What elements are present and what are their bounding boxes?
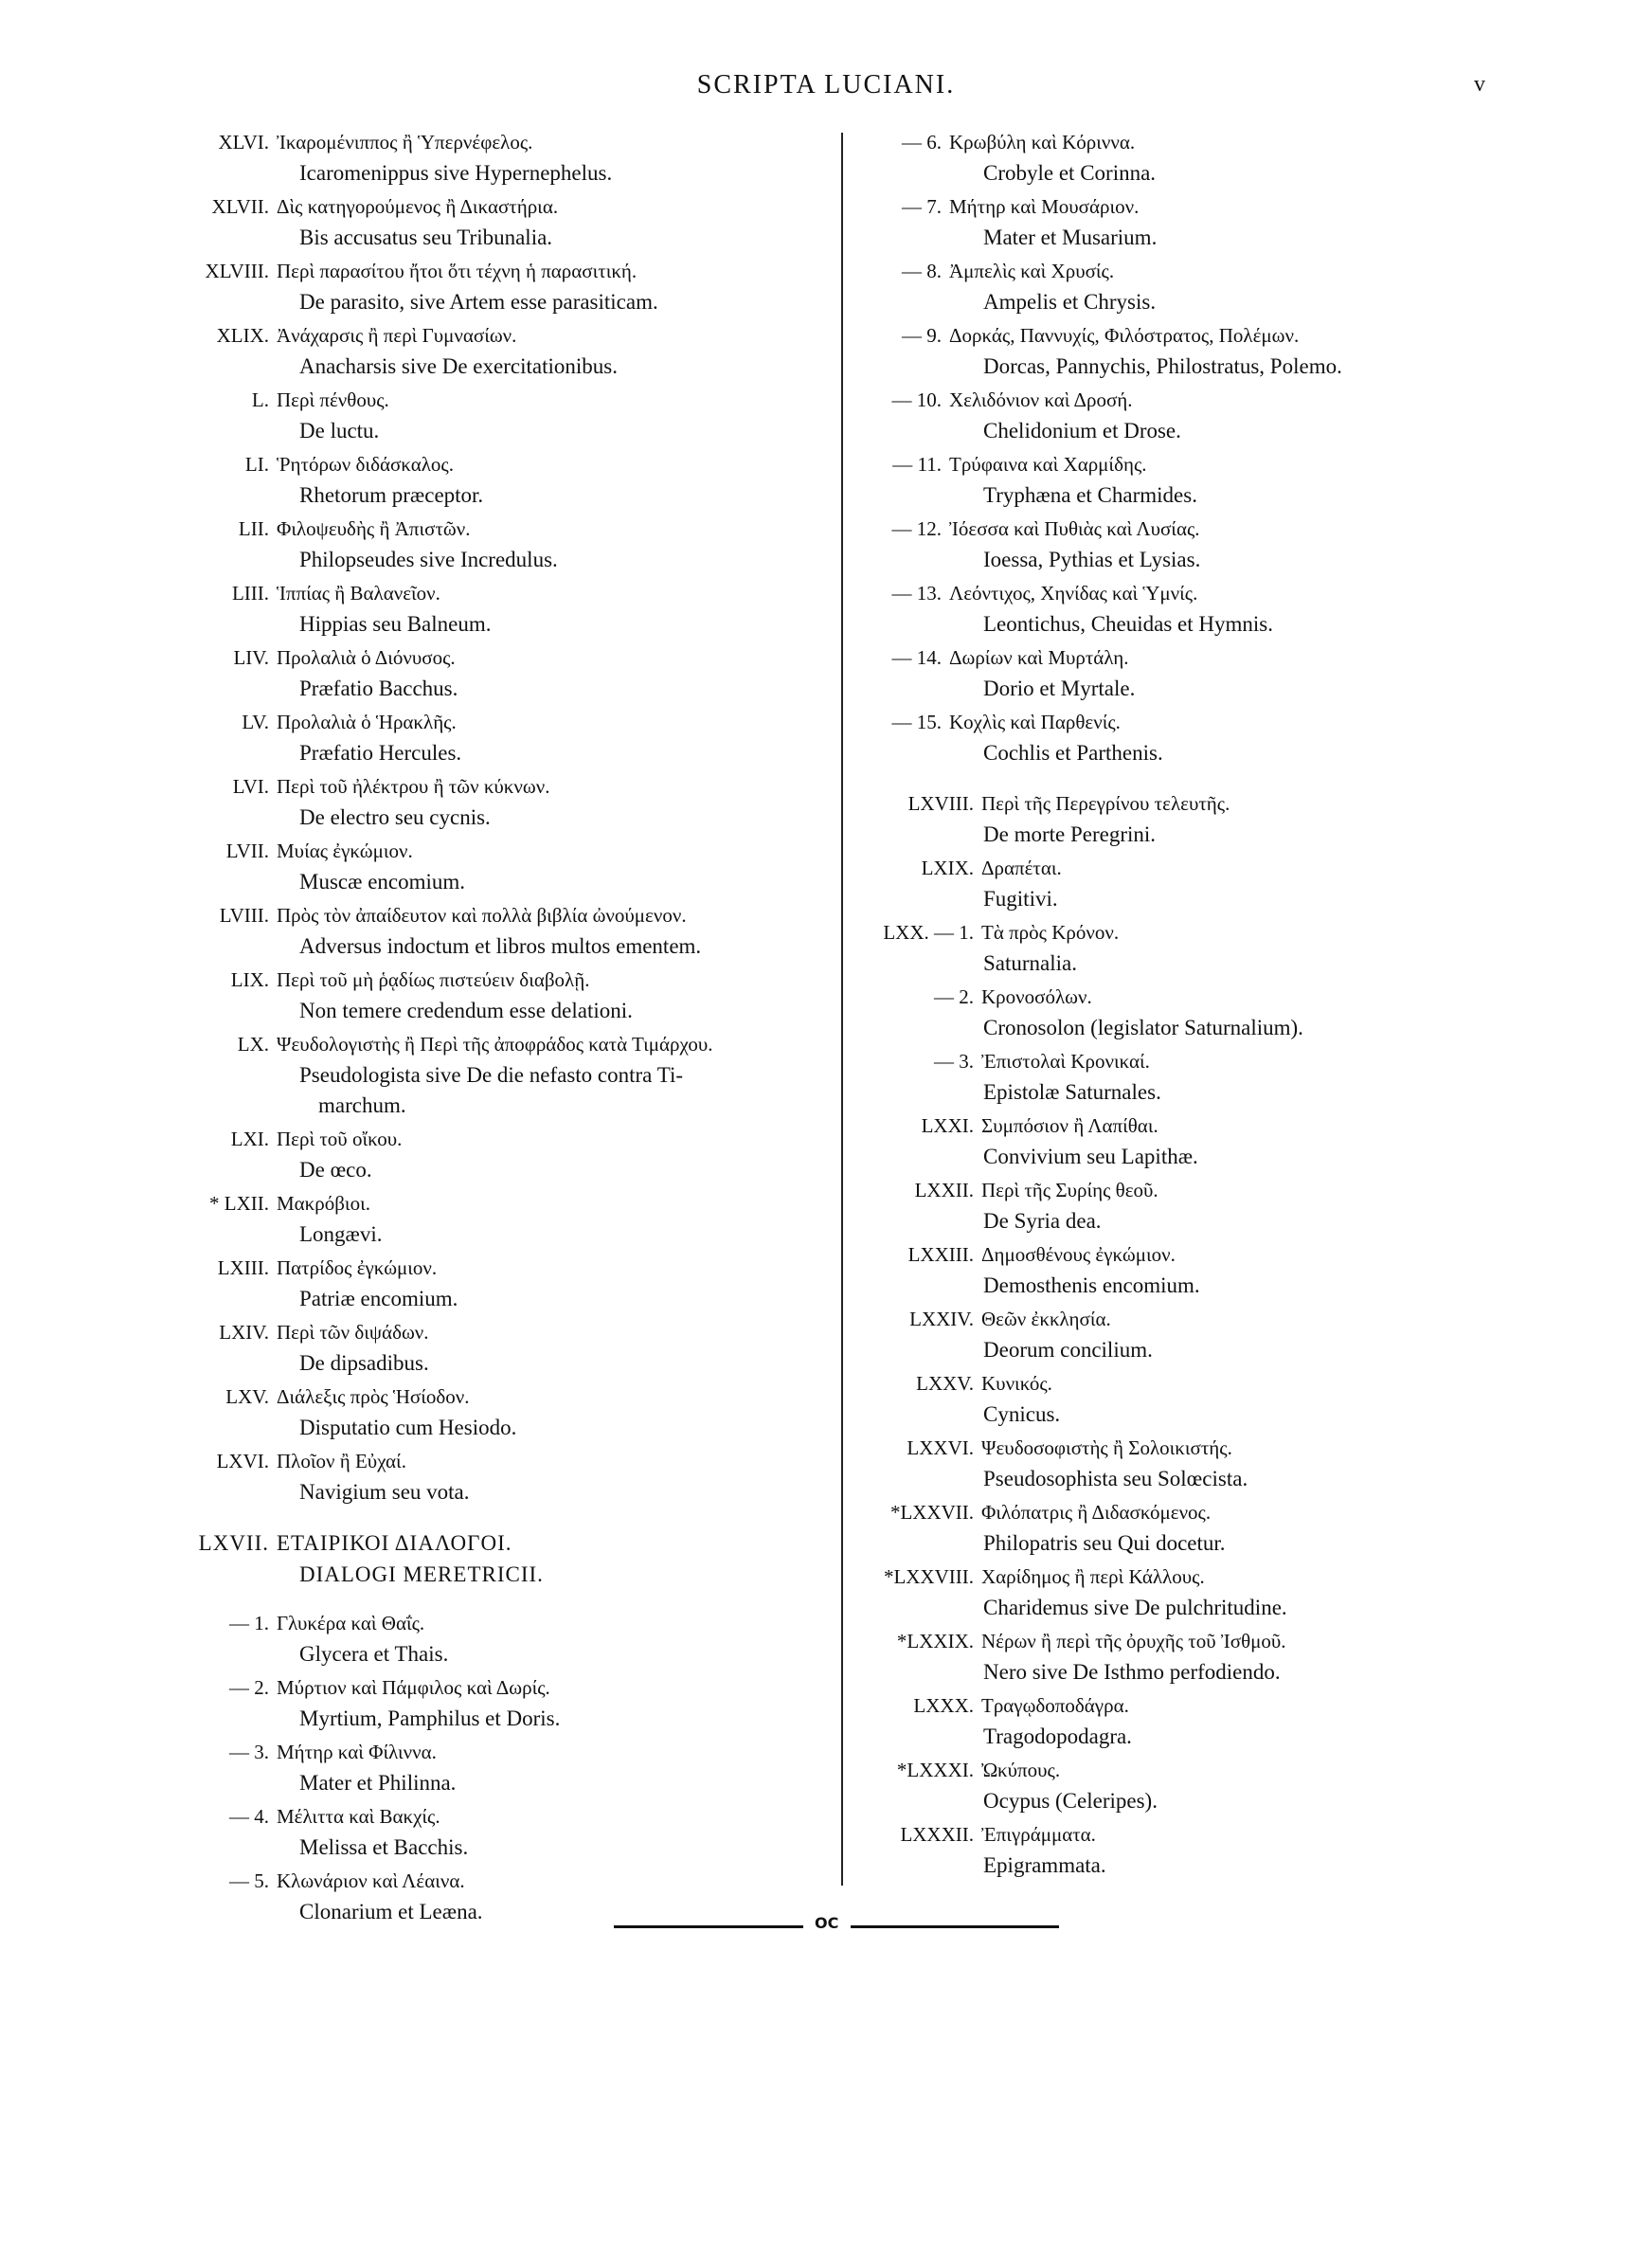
entry-number: — 1. — [229, 1612, 269, 1634]
latin-title: De luctu. — [299, 419, 380, 442]
greek-title-line — [167, 1801, 830, 1833]
toc-entry — [167, 514, 830, 575]
greek-title: Προλαλιὰ ὁ Διόνυσος. — [277, 646, 456, 669]
latin-title: Cochlis et Parthenis. — [983, 741, 1163, 765]
greek-title: Δὶς κατηγορούμενος ἢ Δικαστήρια. — [277, 195, 559, 218]
greek-title: Δημοσθένους ἐγκώμιον. — [981, 1243, 1176, 1266]
entry-number: — 8. — [902, 260, 942, 282]
toc-entry — [167, 836, 830, 897]
entry-number: LXXVI. — [907, 1436, 974, 1459]
dialogi-heading — [167, 1527, 830, 1559]
greek-title-line — [167, 707, 830, 738]
latin-title: Fugitivi. — [983, 887, 1058, 911]
greek-title-line — [167, 578, 830, 609]
latin-title: Rhetorum præceptor. — [299, 483, 484, 507]
greek-title-line — [860, 1046, 1466, 1077]
greek-title: Κλωνάριον καὶ Λέαινα. — [277, 1869, 465, 1892]
toc-entry — [860, 1562, 1466, 1623]
latin-title: Cronosolon (legislator Saturnalium). — [983, 1016, 1303, 1039]
entry-number: LXXI. — [921, 1114, 974, 1137]
greek-title-line — [167, 836, 830, 867]
toc-entry — [860, 1433, 1466, 1494]
greek-title-line — [860, 1562, 1466, 1593]
greek-title-line — [167, 1188, 830, 1219]
entry-number: LII. — [238, 517, 269, 540]
toc-entry — [860, 1819, 1466, 1881]
greek-title-line — [860, 1368, 1466, 1399]
entry-number: LXI. — [230, 1128, 269, 1150]
entry-number: — 3. — [229, 1741, 269, 1763]
entry-number: LVIII. — [219, 904, 269, 927]
greek-title-line — [860, 917, 1466, 948]
toc-entry — [167, 578, 830, 640]
greek-title-line — [167, 1029, 830, 1060]
greek-title: Περὶ παρασίτου ἤτοι ὅτι τέχνη ἡ παρασιτική. — [277, 260, 637, 282]
greek-title-line — [860, 982, 1466, 1013]
greek-title: Ἰόεσσα καὶ Πυθιὰς καὶ Λυσίας. — [949, 517, 1200, 540]
entry-number: — 13. — [891, 582, 942, 605]
greek-title-line — [167, 256, 830, 287]
ornament-line-left — [614, 1925, 803, 1928]
greek-title-line — [860, 1755, 1466, 1786]
greek-title-line — [860, 1690, 1466, 1722]
latin-title: Philopatris seu Qui docetur. — [983, 1531, 1226, 1555]
entry-number: — 2. — [229, 1676, 269, 1699]
entry-number: — 10. — [891, 388, 942, 411]
greek-title: Ἱππίας ἢ Βαλανεῖον. — [277, 582, 440, 605]
entry-number: — 4. — [229, 1805, 269, 1828]
page-header — [0, 70, 1652, 108]
greek-title-line — [167, 1253, 830, 1284]
latin-title: Tragodopodagra. — [983, 1724, 1132, 1748]
greek-title: Μέλιττα καὶ Βακχίς. — [277, 1805, 440, 1828]
greek-title: Φιλόπατρις ἢ Διδασκόμενος. — [981, 1501, 1212, 1524]
ornament-text: OC — [815, 1914, 839, 1932]
latin-title: Longævi. — [299, 1222, 383, 1246]
toc-entry — [167, 1446, 830, 1508]
greek-title: Μήτηρ καὶ Μουσάριον. — [949, 195, 1140, 218]
entry-number: LXXII. — [914, 1179, 974, 1201]
greek-title: Περὶ τῆς Περεγρίνου τελευτῆς. — [981, 792, 1230, 815]
toc-entry — [167, 1317, 830, 1379]
greek-title-line — [860, 1239, 1466, 1271]
entry-number: *LXXXI. — [896, 1759, 974, 1781]
latin-title: De dipsadibus. — [299, 1351, 429, 1375]
toc-entry — [860, 1626, 1466, 1688]
greek-title: Ῥητόρων διδάσκαλος. — [277, 453, 454, 476]
greek-heading: ΕΤΑΙΡΙΚΟΙ ΔΙΑΛΟΓΟΙ. — [277, 1531, 512, 1555]
latin-title: Clonarium et Leæna. — [299, 1900, 483, 1923]
entry-number: LVII. — [225, 840, 269, 862]
greek-title-line — [860, 191, 1466, 223]
entry-number: LXIV. — [219, 1321, 269, 1344]
greek-title: Δορκάς, Παννυχίς, Φιλόστρατος, Πολέμων. — [949, 324, 1300, 347]
toc-entry — [860, 707, 1466, 768]
greek-title: Θεῶν ἐκκλησία. — [981, 1308, 1111, 1330]
greek-title: Τρύφαινα καὶ Χαρμίδης. — [949, 453, 1147, 476]
toc-entry — [860, 256, 1466, 317]
entry-number: * LXII. — [209, 1192, 269, 1215]
entry-number: LIV. — [233, 646, 269, 669]
greek-title: Ἰκαρομένιππος ἢ Ὑπερνέφελος. — [277, 131, 533, 153]
greek-title-line — [860, 1110, 1466, 1142]
greek-title: Λεόντιχος, Χηνίδας καὶ Ὑμνίς. — [949, 582, 1198, 605]
entry-number: XLVII. — [211, 195, 269, 218]
toc-entry — [860, 191, 1466, 253]
latin-title: Hippias seu Balneum. — [299, 612, 492, 636]
latin-title: Ampelis et Chrysis. — [983, 290, 1157, 314]
greek-title-line — [167, 965, 830, 996]
toc-entry — [167, 256, 830, 317]
greek-title-line — [860, 578, 1466, 609]
latin-title: Nero sive De Isthmo perfodiendo. — [983, 1660, 1281, 1684]
latin-title: Philopseudes sive Incredulus. — [299, 548, 558, 571]
entry-number: — 2. — [934, 985, 974, 1008]
greek-title-line — [167, 1381, 830, 1413]
greek-title-line — [167, 1446, 830, 1477]
entry-number: LI. — [244, 453, 269, 476]
entry-number: *LXXIX. — [896, 1630, 974, 1652]
toc-entry — [167, 1672, 830, 1734]
greek-title-line — [860, 642, 1466, 674]
latin-heading: DIALOGI MERETRICII. — [299, 1562, 544, 1586]
entry-number: XLIX. — [216, 324, 269, 347]
toc-entry — [167, 1381, 830, 1443]
latin-title: Epistolæ Saturnales. — [983, 1080, 1161, 1104]
toc-entry — [167, 1253, 830, 1314]
toc-entry — [167, 965, 830, 1026]
latin-title: Melissa et Bacchis. — [299, 1835, 469, 1859]
greek-title-line — [167, 1124, 830, 1155]
greek-title: Μύρτιον καὶ Πάμφιλος καὶ Δωρίς. — [277, 1676, 550, 1699]
toc-entry — [860, 853, 1466, 914]
greek-title-line — [860, 256, 1466, 287]
latin-title: Chelidonium et Drose. — [983, 419, 1181, 442]
entry-number: LVI. — [232, 775, 269, 798]
page-number: v — [1474, 72, 1485, 97]
entry-number: LXXXII. — [900, 1823, 974, 1846]
entry-number: LXXIII. — [907, 1243, 974, 1266]
latin-title: Anacharsis sive De exercitationibus. — [299, 354, 618, 378]
entry-number: — 11. — [892, 453, 942, 476]
latin-title: Epigrammata. — [983, 1853, 1106, 1877]
toc-entry — [167, 449, 830, 511]
toc-entry — [167, 1737, 830, 1798]
entry-number: — 14. — [891, 646, 942, 669]
greek-title: Κρονοσόλων. — [981, 985, 1092, 1008]
toc-entry — [860, 1239, 1466, 1301]
entry-number: — 5. — [229, 1869, 269, 1892]
latin-title: Demosthenis encomium. — [983, 1273, 1200, 1297]
entry-number: — 7. — [902, 195, 942, 218]
entry-number: LXVIII. — [907, 792, 974, 815]
greek-title: Τὰ πρὸς Κρόνον. — [981, 921, 1120, 944]
greek-title: Κρωβύλη καὶ Κόριννα. — [949, 131, 1136, 153]
latin-title: Præfatio Bacchus. — [299, 677, 458, 700]
latin-title: Cynicus. — [983, 1402, 1061, 1426]
toc-entry — [860, 1690, 1466, 1752]
greek-title-line — [860, 1626, 1466, 1657]
latin-title: Myrtium, Pamphilus et Doris. — [299, 1706, 561, 1730]
toc-entry — [860, 127, 1466, 189]
right-column — [860, 127, 1466, 1884]
latin-title: Glycera et Thais. — [299, 1642, 449, 1666]
latin-title: Crobyle et Corinna. — [983, 161, 1157, 185]
toc-entry — [167, 191, 830, 253]
toc-entry — [167, 771, 830, 833]
toc-entry — [167, 707, 830, 768]
toc-entry — [167, 1188, 830, 1250]
latin-title: De electro seu cycnis. — [299, 805, 491, 829]
latin-title: Adversus indoctum et libros multos ementem. — [299, 934, 702, 958]
greek-title: Συμπόσιον ἢ Λαπίθαι. — [981, 1114, 1158, 1137]
greek-title: Περὶ πένθους. — [277, 388, 389, 411]
toc-entry — [167, 385, 830, 446]
greek-title-line — [167, 191, 830, 223]
greek-title: Φιλοψευδὴς ἢ Ἀπιστῶν. — [277, 517, 471, 540]
entry-number: — 12. — [891, 517, 942, 540]
greek-title-line — [167, 1608, 830, 1639]
running-title: SCRIPTA LUCIANI. — [696, 70, 956, 99]
latin-title: Dorcas, Pannychis, Philostratus, Polemo. — [983, 354, 1342, 378]
toc-entry — [860, 578, 1466, 640]
toc-entry — [860, 1046, 1466, 1108]
entry-number: LXIII. — [217, 1256, 269, 1279]
toc-entry — [860, 982, 1466, 1043]
toc-entry — [167, 1801, 830, 1863]
entry-number: LIX. — [230, 968, 269, 991]
greek-title: Γλυκέρα καὶ Θαΐς. — [277, 1612, 425, 1634]
greek-title: Δραπέται. — [981, 857, 1062, 879]
spacer — [167, 1510, 830, 1527]
latin-title: Saturnalia. — [983, 951, 1077, 975]
latin-title: Pseudologista sive De die nefasto contra Ti- — [299, 1063, 684, 1087]
greek-title-line — [860, 853, 1466, 884]
greek-title-line — [167, 642, 830, 674]
toc-entry — [860, 1110, 1466, 1172]
greek-title: Ἐπιστολαὶ Κρονικαί. — [981, 1050, 1150, 1073]
greek-title: Ψευδοσοφιστὴς ἢ Σολοικιστής. — [981, 1436, 1232, 1459]
greek-title: Περὶ τοῦ οἴκου. — [277, 1128, 403, 1150]
entry-number: LV. — [242, 711, 269, 733]
greek-title: Μήτηρ καὶ Φίλιννα. — [277, 1741, 437, 1763]
greek-title-line — [167, 1317, 830, 1348]
greek-title-line — [167, 320, 830, 352]
entry-number: L. — [251, 388, 269, 411]
toc-entry — [860, 1368, 1466, 1430]
greek-title-line — [860, 1497, 1466, 1528]
greek-title: Τραγῳδοποδάγρα. — [981, 1694, 1129, 1717]
entry-number: *LXXVII. — [889, 1501, 974, 1524]
latin-title: Dorio et Myrtale. — [983, 677, 1136, 700]
toc-entry — [860, 320, 1466, 382]
entry-number: LXXX. — [913, 1694, 974, 1717]
greek-title-line — [860, 1433, 1466, 1464]
greek-title-line — [167, 900, 830, 931]
toc-entry — [860, 1755, 1466, 1816]
latin-title: Non temere credendum esse delationi. — [299, 999, 633, 1022]
greek-title-line — [860, 320, 1466, 352]
greek-title: Περὶ τοῦ ἠλέκτρου ἢ τῶν κύκνων. — [277, 775, 550, 798]
latin-title: De œco. — [299, 1158, 372, 1182]
greek-title-line — [167, 1866, 830, 1897]
toc-entry — [167, 320, 830, 382]
latin-title: Ocypus (Celeripes). — [983, 1789, 1158, 1813]
greek-title-line — [860, 127, 1466, 158]
toc-entry — [860, 514, 1466, 575]
latin-title: Bis accusatus seu Tribunalia. — [299, 226, 553, 249]
greek-title: Διάλεξις πρὸς Ἡσίοδον. — [277, 1385, 470, 1408]
greek-title: Ὠκύπους. — [981, 1759, 1061, 1781]
greek-title-line — [167, 771, 830, 803]
entry-number: LXV. — [225, 1385, 269, 1408]
toc-entry — [167, 642, 830, 704]
entry-number: LIII. — [231, 582, 269, 605]
entry-number: LXVI. — [216, 1450, 269, 1472]
entry-number: XLVIII. — [205, 260, 269, 282]
latin-title: Ioessa, Pythias et Lysias. — [983, 548, 1201, 571]
latin-title: De morte Peregrini. — [983, 822, 1157, 846]
latin-title-continued: marchum. — [318, 1093, 406, 1117]
greek-title: Περὶ τῶν διψάδων. — [277, 1321, 429, 1344]
entry-number: LXX. — 1. — [883, 921, 974, 944]
greek-title-line — [860, 449, 1466, 480]
latin-title: De Syria dea. — [983, 1209, 1102, 1233]
latin-title: De parasito, sive Artem esse parasiticam. — [299, 290, 658, 314]
entry-number: — 9. — [902, 324, 942, 347]
latin-title: Charidemus sive De pulchritudine. — [983, 1596, 1287, 1619]
entry-number: *LXXVIII. — [883, 1565, 974, 1588]
greek-title-line — [860, 385, 1466, 416]
greek-title: Κυνικός. — [981, 1372, 1052, 1395]
latin-title: Præfatio Hercules. — [299, 741, 462, 765]
latin-title: Tryphæna et Charmides. — [983, 483, 1197, 507]
latin-title: Muscæ encomium. — [299, 870, 466, 894]
latin-title: Deorum concilium. — [983, 1338, 1153, 1362]
entry-number: XLVI. — [218, 131, 269, 153]
greek-title-line — [167, 385, 830, 416]
toc-entry — [167, 1029, 830, 1121]
greek-title-line — [860, 707, 1466, 738]
latin-title: Convivium seu Lapithæ. — [983, 1145, 1198, 1168]
latin-title: Patriæ encomium. — [299, 1287, 458, 1310]
greek-title: Χελιδόνιον καὶ Δροσή. — [949, 388, 1133, 411]
greek-title: Χαρίδημος ἢ περὶ Κάλλους. — [981, 1565, 1205, 1588]
greek-title-line — [860, 1304, 1466, 1335]
toc-entry — [167, 127, 830, 189]
latin-title: Disputatio cum Hesiodo. — [299, 1416, 517, 1439]
latin-title: Icaromenippus sive Hypernephelus. — [299, 161, 613, 185]
toc-entry — [167, 900, 830, 962]
entry-number: LXVII. — [198, 1531, 269, 1555]
greek-title: Πατρίδος ἐγκώμιον. — [277, 1256, 438, 1279]
latin-title: Mater et Philinna. — [299, 1771, 457, 1795]
greek-title: Μακρόβιοι. — [277, 1192, 370, 1215]
latin-title: Navigium seu vota. — [299, 1480, 470, 1504]
ornament-line-right — [851, 1925, 1059, 1928]
greek-title-line — [167, 1672, 830, 1704]
greek-title: Περὶ τοῦ μὴ ῥᾳδίως πιστεύειν διαβολῇ. — [277, 968, 590, 991]
toc-entry — [167, 1124, 830, 1185]
entry-number: — 3. — [934, 1050, 974, 1073]
greek-title: Νέρων ἢ περὶ τῆς ὀρυχῆς τοῦ Ἰσθμοῦ. — [981, 1630, 1286, 1652]
latin-title: Leontichus, Cheuidas et Hymnis. — [983, 612, 1273, 636]
greek-title-line — [167, 449, 830, 480]
greek-title: Ψευδολογιστὴς ἢ Περὶ τῆς ἀποφράδος κατὰ Τιμάρχου. — [277, 1033, 713, 1056]
entry-number: LXIX. — [921, 857, 974, 879]
greek-title: Κοχλὶς καὶ Παρθενίς. — [949, 711, 1121, 733]
entry-number: LX. — [237, 1033, 269, 1056]
greek-title-line — [167, 1737, 830, 1768]
greek-title: Ἀμπελὶς καὶ Χρυσίς. — [949, 260, 1115, 282]
entry-number: — 15. — [891, 711, 942, 733]
toc-entry — [860, 449, 1466, 511]
toc-entry — [860, 642, 1466, 704]
greek-title-line — [860, 788, 1466, 820]
left-column — [167, 127, 830, 1930]
entry-number: LXXV. — [916, 1372, 974, 1395]
greek-title: Δωρίων καὶ Μυρτάλη. — [949, 646, 1129, 669]
latin-title: Pseudosophista seu Solœcista. — [983, 1467, 1248, 1490]
entry-number: LXXIV. — [909, 1308, 974, 1330]
toc-entry — [167, 1608, 830, 1670]
column-divider — [841, 133, 843, 1886]
toc-entry — [860, 1304, 1466, 1365]
toc-entry — [860, 917, 1466, 979]
greek-title: Μυίας ἐγκώμιον. — [277, 840, 413, 862]
greek-title: Προλαλιὰ ὁ Ἡρακλῆς. — [277, 711, 457, 733]
latin-title: Mater et Musarium. — [983, 226, 1158, 249]
greek-title: Ἀνάχαρσις ἢ περὶ Γυμνασίων. — [277, 324, 517, 347]
greek-title-line — [167, 514, 830, 545]
spacer — [860, 771, 1466, 788]
toc-entry — [860, 1497, 1466, 1559]
greek-title: Πλοῖον ἢ Εὐχαί. — [277, 1450, 406, 1472]
greek-title: Περὶ τῆς Συρίης θεοῦ. — [981, 1179, 1158, 1201]
greek-title-line — [167, 127, 830, 158]
entry-number: — 6. — [902, 131, 942, 153]
toc-entry — [860, 788, 1466, 850]
greek-title: Ἐπιγράμματα. — [981, 1823, 1096, 1846]
toc-entry — [860, 385, 1466, 446]
greek-title: Πρὸς τὸν ἀπαίδευτον καὶ πολλὰ βιβλία ὠνούμενον. — [277, 904, 687, 927]
greek-title-line — [860, 514, 1466, 545]
spacer — [167, 1591, 830, 1608]
greek-title-line — [860, 1175, 1466, 1206]
greek-title-line — [860, 1819, 1466, 1851]
end-ornament — [614, 1914, 1059, 1937]
toc-entry — [860, 1175, 1466, 1237]
